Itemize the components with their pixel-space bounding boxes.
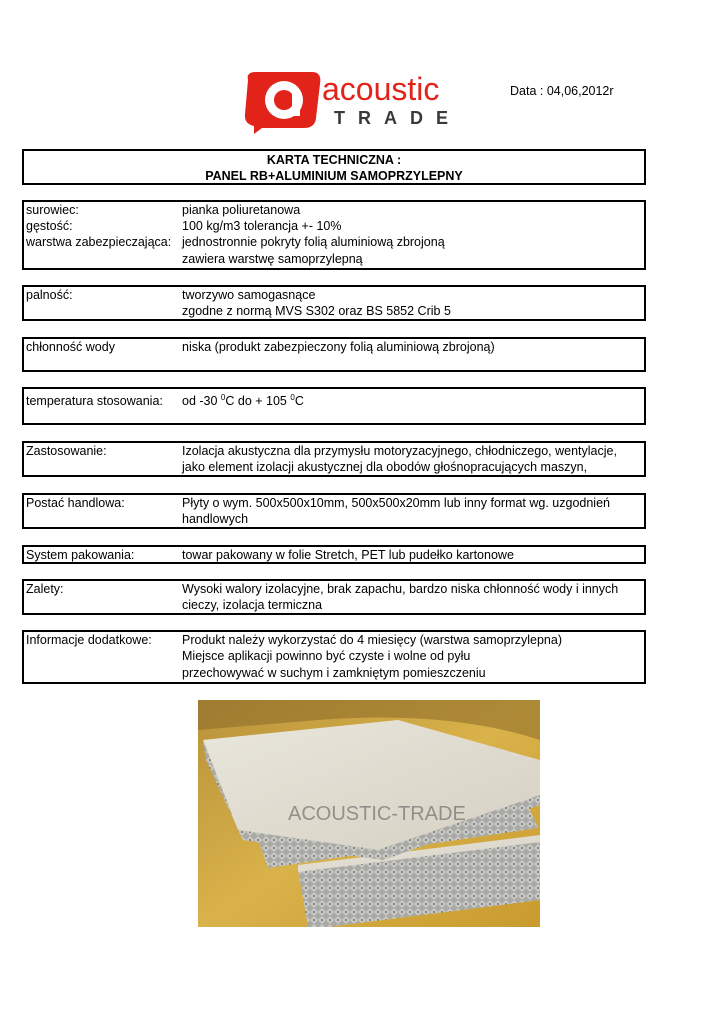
svg-text:TRADE: TRADE <box>334 108 461 128</box>
chlonnosc-box <box>22 337 646 372</box>
informacje-value-1: Produkt należy wykorzystać do 4 miesięcy (warstwa samoprzylepna) <box>182 633 562 647</box>
informacje-value-3: przechowywać w suchym i zamkniętym pomieszczeniu <box>182 666 486 680</box>
palnosc-value-2: zgodne z normą MVS S302 oraz BS 5852 Crib 5 <box>182 304 451 318</box>
product-photo-graphic <box>198 700 540 927</box>
zalety-label: Zalety: <box>26 582 64 596</box>
surowiec-label: surowiec: <box>26 203 79 217</box>
postac-value-1: Płyty o wym. 500x500x10mm, 500x500x20mm lub inny format wg. uzgodnień <box>182 496 610 510</box>
acoustic-trade-logo <box>240 66 472 136</box>
zastosowanie-box <box>22 441 646 477</box>
warstwa-label: warstwa zabezpieczająca: <box>26 235 172 249</box>
title-line-2: PANEL RB+ALUMINIUM SAMOPRZYLEPNY <box>205 169 463 183</box>
warstwa-value-2: zawiera warstwę samoprzylepną <box>182 252 363 266</box>
informacje-box <box>22 630 646 684</box>
chlonnosc-label: chłonność wody <box>26 340 115 354</box>
zastosowanie-label: Zastosowanie: <box>26 444 107 458</box>
postac-label: Postać handlowa: <box>26 496 125 510</box>
svg-text:acoustic: acoustic <box>322 71 440 107</box>
system-value: towar pakowany w folie Stretch, PET lub pudełko kartonowe <box>182 548 514 562</box>
temperatura-label: temperatura stosowania: <box>26 394 163 408</box>
postac-value-2: handlowych <box>182 512 249 526</box>
temperatura-value: od -30 $^0$C do + 105 $^0$C <box>182 392 304 408</box>
chlonnosc-value: niska (produkt zabezpieczony folią aluminiową zbrojoną) <box>182 340 495 354</box>
palnosc-label: palność: <box>26 288 73 302</box>
temperatura-box <box>22 387 646 425</box>
title-line-1: KARTA TECHNICZNA : <box>266 153 402 167</box>
informacje-value-2: Miejsce aplikacji powinno być czyste i wolne od pyłu <box>182 649 471 663</box>
informacje-label: Informacje dodatkowe: <box>26 633 152 647</box>
product-photo <box>198 700 540 927</box>
document-date: Data : 04,06,2012r <box>510 84 614 98</box>
system-label: System pakowania: <box>26 548 135 562</box>
zalety-box <box>22 579 646 615</box>
postac-box <box>22 493 646 529</box>
photo-watermark: ACOUSTIC-TRADE <box>288 803 466 825</box>
spec-materials-box <box>22 200 646 270</box>
zalety-value-2: cieczy, izolacja termiczna <box>182 598 323 612</box>
zastosowanie-value-2: jako element izolacji akustycznej dla obodów głośnopracujących maszyn, <box>182 460 588 474</box>
zalety-value-1: Wysoki walory izolacyjne, brak zapachu, bardzo niska chłonność wody i innych <box>182 582 619 596</box>
surowiec-value: pianka poliuretanowa <box>182 203 301 217</box>
logo-graphic <box>240 66 472 136</box>
palnosc-box <box>22 285 646 321</box>
palnosc-value-1: tworzywo samogasnące <box>182 288 316 302</box>
system-box <box>22 545 646 564</box>
gestosc-label: gęstość: <box>26 219 73 233</box>
title-box <box>22 149 646 185</box>
gestosc-value: 100 kg/m3 tolerancja +- 10% <box>182 219 342 233</box>
warstwa-value-1: jednostronnie pokryty folią aluminiową zbrojoną <box>182 235 445 249</box>
zastosowanie-value-1: Izolacja akustyczna dla przymysłu motoryzacyjnego, chłodniczego, wentylacje, <box>182 444 617 458</box>
